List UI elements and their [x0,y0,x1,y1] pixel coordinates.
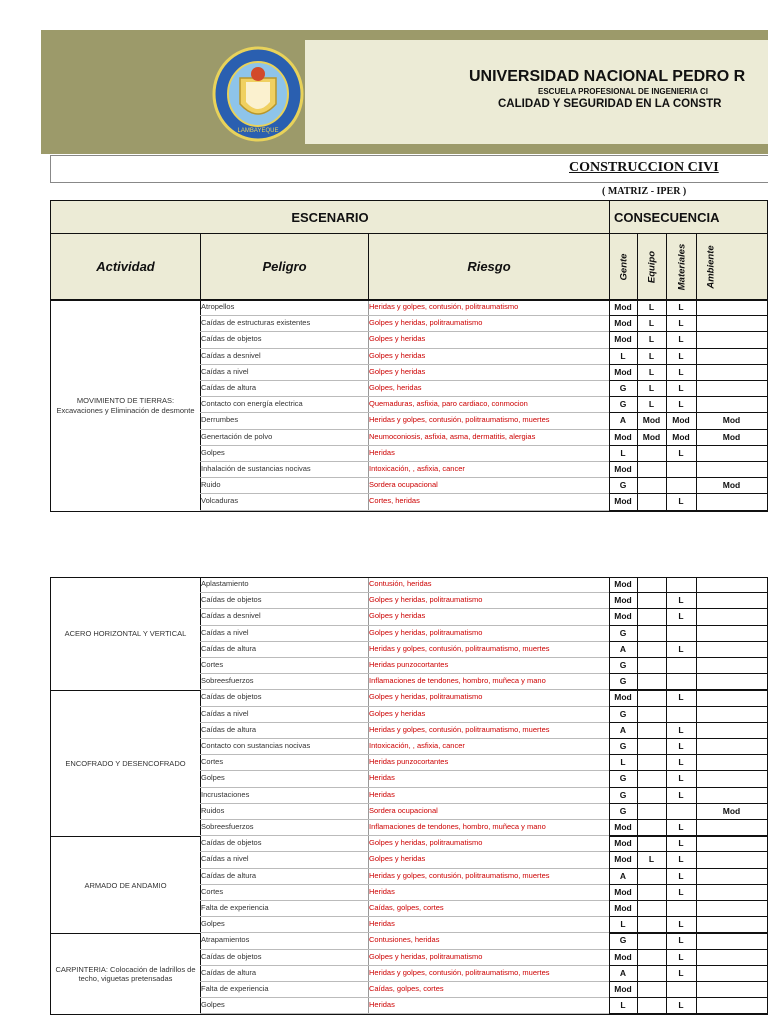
consequence-equipo-cell [637,788,667,804]
consequence-gente-cell: G [609,771,638,787]
consequence-equipo-cell: L [637,381,667,397]
risk-cell: Golpes y heridas, politraumatismo [368,836,610,852]
consequence-equipo-cell [637,626,667,642]
consequence-equipo-cell [637,707,667,723]
consequence-ambiente-cell [696,739,768,755]
consequence-gente-cell: A [609,966,638,982]
consequence-equipo-cell [637,901,667,917]
consequence-equipo-cell [637,755,667,771]
header-materiales: Materiales [666,233,697,300]
consequence-gente-cell: A [609,413,638,429]
consequence-ambiente-cell [696,901,768,917]
risk-cell: Heridas [368,885,610,901]
consequence-gente-cell: L [609,998,638,1014]
consequence-group-frame [609,690,768,837]
consequence-ambiente-cell [696,852,768,868]
consequence-ambiente-cell [696,626,768,642]
consequence-equipo-cell [637,658,667,674]
hazard-cell: Caídas a desnivel [200,609,369,625]
hazard-cell: Caídas a nivel [200,707,369,723]
consequence-ambiente-cell [696,836,768,852]
consequence-equipo-cell [637,690,667,706]
consequence-gente-cell: A [609,869,638,885]
consequence-ambiente-cell [696,869,768,885]
consequence-gente-cell: Mod [609,300,638,316]
risk-cell: Heridas y golpes, contusión, politraumatismo, muertes [368,413,610,429]
consequence-equipo-cell: L [637,852,667,868]
consequence-equipo-cell [637,917,667,933]
document-title: CONSTRUCCION CIVI [569,160,719,175]
consequence-equipo-cell [637,804,667,820]
activity-cell: ENCOFRADO Y DESENCOFRADO [50,690,201,837]
consequence-ambiente-cell [696,462,768,478]
risk-cell: Contusiones, heridas [368,933,610,949]
consequence-ambiente-cell: Mod [696,413,768,429]
consequence-equipo-cell [637,820,667,836]
risk-cell: Golpes y heridas, politraumatismo [368,593,610,609]
risk-cell: Heridas [368,446,610,462]
risk-cell: Heridas punzocortantes [368,658,610,674]
consequence-materiales-cell: L [666,593,697,609]
consequence-ambiente-cell: Mod [696,804,768,820]
consequence-ambiente-cell [696,966,768,982]
hazard-cell: Inhalación de sustancias nocivas [200,462,369,478]
consequence-gente-cell: Mod [609,430,638,446]
consequence-materiales-cell: L [666,349,697,365]
consequence-gente-cell: G [609,658,638,674]
consequence-gente-cell: A [609,723,638,739]
consequence-materiales-cell: L [666,755,697,771]
risk-cell: Heridas y golpes, contusión, politraumatismo, muertes [368,642,610,658]
consequence-gente-cell: G [609,707,638,723]
consequence-materiales-cell [666,674,697,690]
consequence-materiales-cell: Mod [666,413,697,429]
activity-cell: ACERO HORIZONTAL Y VERTICAL [50,577,201,691]
consequence-materiales-cell: L [666,869,697,885]
consequence-gente-cell: G [609,788,638,804]
consequence-equipo-cell [637,642,667,658]
consequence-equipo-cell [637,933,667,949]
hazard-cell: Caídas de objetos [200,950,369,966]
hazard-cell: Caídas de estructuras existentes [200,316,369,332]
hazard-cell: Caídas de altura [200,869,369,885]
consequence-equipo-cell [637,966,667,982]
hazard-cell: Caídas de objetos [200,332,369,348]
hazard-cell: Caídas de altura [200,642,369,658]
consequence-ambiente-cell [696,674,768,690]
consequence-materiales-cell: L [666,365,697,381]
hazard-cell: Caídas de objetos [200,593,369,609]
consequence-gente-cell: Mod [609,690,638,706]
consequence-equipo-cell [637,446,667,462]
risk-cell: Golpes y heridas [368,707,610,723]
consequence-materiales-cell: L [666,852,697,868]
consequence-materiales-cell: Mod [666,430,697,446]
consequence-materiales-cell: L [666,885,697,901]
hazard-cell: Contacto con sustancias nocivas [200,739,369,755]
consequence-gente-cell: Mod [609,885,638,901]
header-escenario: ESCENARIO [50,200,610,234]
consequence-materiales-cell: L [666,397,697,413]
consequence-materiales-cell [666,804,697,820]
risk-cell: Heridas [368,998,610,1014]
consequence-equipo-cell [637,609,667,625]
consequence-gente-cell: Mod [609,332,638,348]
consequence-ambiente-cell [696,332,768,348]
risk-cell: Heridas y golpes, contusión, politraumatismo, muertes [368,869,610,885]
section-frame [50,300,610,512]
consequence-equipo-cell [637,674,667,690]
hazard-cell: Caídas a nivel [200,852,369,868]
risk-cell: Intoxicación, , asfixia, cancer [368,739,610,755]
consequence-ambiente-cell [696,788,768,804]
consequence-gente-cell: G [609,739,638,755]
consequence-materiales-cell: L [666,300,697,316]
hazard-cell: Caídas de objetos [200,690,369,706]
risk-cell: Golpes y heridas, politraumatismo [368,690,610,706]
hazard-cell: Cortes [200,755,369,771]
risk-cell: Golpes y heridas [368,365,610,381]
consequence-equipo-cell: L [637,332,667,348]
consequence-gente-cell: G [609,626,638,642]
header-banner [41,30,768,154]
consequence-gente-cell: Mod [609,982,638,998]
header-ambiente: Ambiente [696,233,768,300]
consequence-equipo-cell [637,739,667,755]
consequence-materiales-cell [666,462,697,478]
consequence-group-frame [609,300,768,512]
consequence-group-frame [609,836,768,934]
consequence-ambiente-cell [696,755,768,771]
hazard-cell: Caídas de altura [200,966,369,982]
consequence-equipo-cell [637,885,667,901]
consequence-gente-cell: Mod [609,316,638,332]
consequence-materiales-cell: L [666,316,697,332]
consequence-equipo-cell: L [637,397,667,413]
risk-cell: Intoxicación, , asfixia, cancer [368,462,610,478]
consequence-ambiente-cell [696,300,768,316]
consequence-gente-cell: G [609,397,638,413]
consequence-equipo-cell [637,869,667,885]
activity-cell: MOVIMIENTO DE TIERRAS: Excavaciones y Eliminación de desmonte [50,300,201,512]
consequence-materiales-cell: L [666,917,697,933]
hazard-cell: Falta de experiencia [200,901,369,917]
hazard-cell: Caídas a nivel [200,365,369,381]
consequence-materiales-cell: L [666,381,697,397]
consequence-ambiente-cell [696,998,768,1014]
consequence-ambiente-cell [696,349,768,365]
consequence-materiales-cell: L [666,642,697,658]
consequence-gente-cell: L [609,349,638,365]
risk-cell: Cortes, heridas [368,494,610,510]
university-title: UNIVERSIDAD NACIONAL PEDRO R [469,68,746,85]
header-panel [305,40,768,144]
hazard-cell: Golpes [200,998,369,1014]
risk-cell: Heridas punzocortantes [368,755,610,771]
consequence-ambiente-cell [696,609,768,625]
consequence-ambiente-cell [696,316,768,332]
consequence-equipo-cell [637,462,667,478]
hazard-cell: Ruido [200,478,369,494]
consequence-equipo-cell [637,982,667,998]
hazard-cell: Caídas de altura [200,381,369,397]
header-gente: Gente [609,233,638,300]
risk-cell: Contusión, heridas [368,577,610,593]
consequence-gente-cell: L [609,446,638,462]
hazard-cell: Sobreesfuerzos [200,674,369,690]
consequence-ambiente-cell [696,690,768,706]
course-name: CALIDAD Y SEGURIDAD EN LA CONSTR [498,98,722,110]
hazard-cell: Cortes [200,885,369,901]
risk-cell: Heridas [368,917,610,933]
consequence-ambiente-cell: Mod [696,430,768,446]
consequence-materiales-cell [666,707,697,723]
consequence-equipo-cell: L [637,316,667,332]
hazard-cell: Golpes [200,771,369,787]
risk-cell: Inflamaciones de tendones, hombro, muñeca y mano [368,674,610,690]
risk-cell: Golpes y heridas [368,349,610,365]
consequence-ambiente-cell [696,820,768,836]
consequence-equipo-cell [637,950,667,966]
hazard-cell: Falta de experiencia [200,982,369,998]
hazard-cell: Volcaduras [200,494,369,510]
consequence-materiales-cell: L [666,690,697,706]
section-frame [50,577,610,1015]
hazard-cell: Caídas a desnivel [200,349,369,365]
consequence-ambiente-cell [696,494,768,510]
risk-cell: Golpes y heridas [368,332,610,348]
header-peligro: Peligro [200,233,369,300]
consequence-ambiente-cell [696,658,768,674]
hazard-cell: Contacto con energía electrica [200,397,369,413]
consequence-materiales-cell: L [666,966,697,982]
header-consecuencia: CONSECUENCIA [609,200,768,234]
hazard-cell: Aplastamiento [200,577,369,593]
consequence-gente-cell: Mod [609,836,638,852]
hazard-cell: Ruidos [200,804,369,820]
consequence-materiales-cell [666,658,697,674]
consequence-ambiente-cell [696,982,768,998]
risk-cell: Golpes y heridas, politraumatismo [368,950,610,966]
hazard-cell: Incrustaciones [200,788,369,804]
hazard-cell: Derrumbes [200,413,369,429]
consequence-ambiente-cell [696,933,768,949]
consequence-ambiente-cell [696,365,768,381]
consequence-equipo-cell [637,494,667,510]
consequence-ambiente-cell [696,446,768,462]
consequence-gente-cell: G [609,381,638,397]
hazard-cell: Atrapamientos [200,933,369,949]
consequence-materiales-cell: L [666,739,697,755]
consequence-ambiente-cell [696,642,768,658]
header-actividad: Actividad [50,233,201,300]
consequence-gente-cell: G [609,933,638,949]
consequence-group-frame [609,933,768,1015]
consequence-ambiente-cell [696,771,768,787]
risk-cell: Heridas [368,771,610,787]
risk-cell: Neumoconiosis, asfixia, asma, dermatitis, alergias [368,430,610,446]
risk-cell: Golpes y heridas [368,852,610,868]
consequence-equipo-cell: L [637,365,667,381]
consequence-gente-cell: Mod [609,950,638,966]
risk-cell: Caídas, golpes, cortes [368,901,610,917]
consequence-materiales-cell: L [666,446,697,462]
risk-cell: Sordera ocupacional [368,804,610,820]
hazard-cell: Caídas de altura [200,723,369,739]
consequence-gente-cell: Mod [609,852,638,868]
consequence-gente-cell: Mod [609,365,638,381]
consequence-gente-cell: Mod [609,462,638,478]
hazard-cell: Golpes [200,917,369,933]
consequence-materiales-cell: L [666,836,697,852]
consequence-materiales-cell [666,577,697,593]
consequence-equipo-cell [637,771,667,787]
consequence-materiales-cell: L [666,788,697,804]
risk-cell: Inflamaciones de tendones, hombro, muñeca y mano [368,820,610,836]
header-equipo: Equipo [637,233,667,300]
risk-cell: Heridas [368,788,610,804]
consequence-ambiente-cell [696,885,768,901]
consequence-ambiente-cell [696,950,768,966]
consequence-equipo-cell [637,836,667,852]
consequence-gente-cell: G [609,478,638,494]
hazard-cell: Caídas a nivel [200,626,369,642]
consequence-materiales-cell [666,478,697,494]
consequence-group-frame [609,577,768,691]
consequence-materiales-cell [666,901,697,917]
consequence-ambiente-cell [696,917,768,933]
risk-cell: Caídas, golpes, cortes [368,982,610,998]
hazard-cell: Sobreesfuerzos [200,820,369,836]
consequence-ambiente-cell [696,723,768,739]
consequence-materiales-cell: L [666,771,697,787]
consequence-equipo-cell: L [637,300,667,316]
consequence-materiales-cell: L [666,933,697,949]
consequence-materiales-cell: L [666,723,697,739]
consequence-equipo-cell: L [637,349,667,365]
hazard-cell: Genertación de polvo [200,430,369,446]
consequence-materiales-cell: L [666,494,697,510]
consequence-gente-cell: Mod [609,577,638,593]
risk-cell: Heridas y golpes, contusión, politraumatismo [368,300,610,316]
consequence-ambiente-cell [696,593,768,609]
risk-cell: Sordera ocupacional [368,478,610,494]
risk-cell: Golpes y heridas [368,609,610,625]
risk-cell: Heridas y golpes, contusión, politraumatismo, muertes [368,966,610,982]
consequence-gente-cell: Mod [609,609,638,625]
consequence-gente-cell: L [609,917,638,933]
risk-cell: Golpes y heridas, politraumatismo [368,316,610,332]
document-subtitle: ( MATRIZ - IPER ) [602,186,687,197]
consequence-gente-cell: A [609,642,638,658]
activity-cell: CARPINTERIA: Colocación de ladrillos de techo, viguetas pretensadas [50,933,201,1015]
risk-cell: Golpes y heridas, politraumatismo [368,626,610,642]
consequence-gente-cell: L [609,755,638,771]
consequence-equipo-cell [637,478,667,494]
consequence-gente-cell: G [609,674,638,690]
logo-bottom-text: LAMBAYEQUE [237,128,279,134]
consequence-materiales-cell [666,626,697,642]
consequence-ambiente-cell [696,577,768,593]
header-riesgo: Riesgo [368,233,610,300]
consequence-gente-cell: Mod [609,494,638,510]
risk-cell: Golpes, heridas [368,381,610,397]
activity-cell: ARMADO DE ANDAMIO [50,836,201,934]
consequence-ambiente-cell [696,397,768,413]
consequence-gente-cell: G [609,804,638,820]
consequence-gente-cell: Mod [609,820,638,836]
consequence-materiales-cell [666,982,697,998]
consequence-equipo-cell [637,593,667,609]
consequence-equipo-cell: Mod [637,430,667,446]
university-logo-icon [210,44,306,142]
consequence-equipo-cell: Mod [637,413,667,429]
consequence-gente-cell: Mod [609,593,638,609]
consequence-materiales-cell: L [666,820,697,836]
hazard-cell: Cortes [200,658,369,674]
risk-cell: Quemaduras, asfixia, paro cardiaco, conmocion [368,397,610,413]
consequence-ambiente-cell [696,707,768,723]
consequence-ambiente-cell [696,381,768,397]
hazard-cell: Atropellos [200,300,369,316]
consequence-equipo-cell [637,723,667,739]
consequence-materiales-cell: L [666,609,697,625]
consequence-materiales-cell: L [666,332,697,348]
consequence-ambiente-cell: Mod [696,478,768,494]
school-name: ESCUELA PROFESIONAL DE INGENIERIA CI [538,87,708,96]
hazard-cell: Golpes [200,446,369,462]
consequence-materiales-cell: L [666,950,697,966]
consequence-materiales-cell: L [666,998,697,1014]
risk-cell: Heridas y golpes, contusión, politraumatismo, muertes [368,723,610,739]
hazard-cell: Caídas de objetos [200,836,369,852]
consequence-equipo-cell [637,998,667,1014]
consequence-gente-cell: Mod [609,901,638,917]
consequence-equipo-cell [637,577,667,593]
